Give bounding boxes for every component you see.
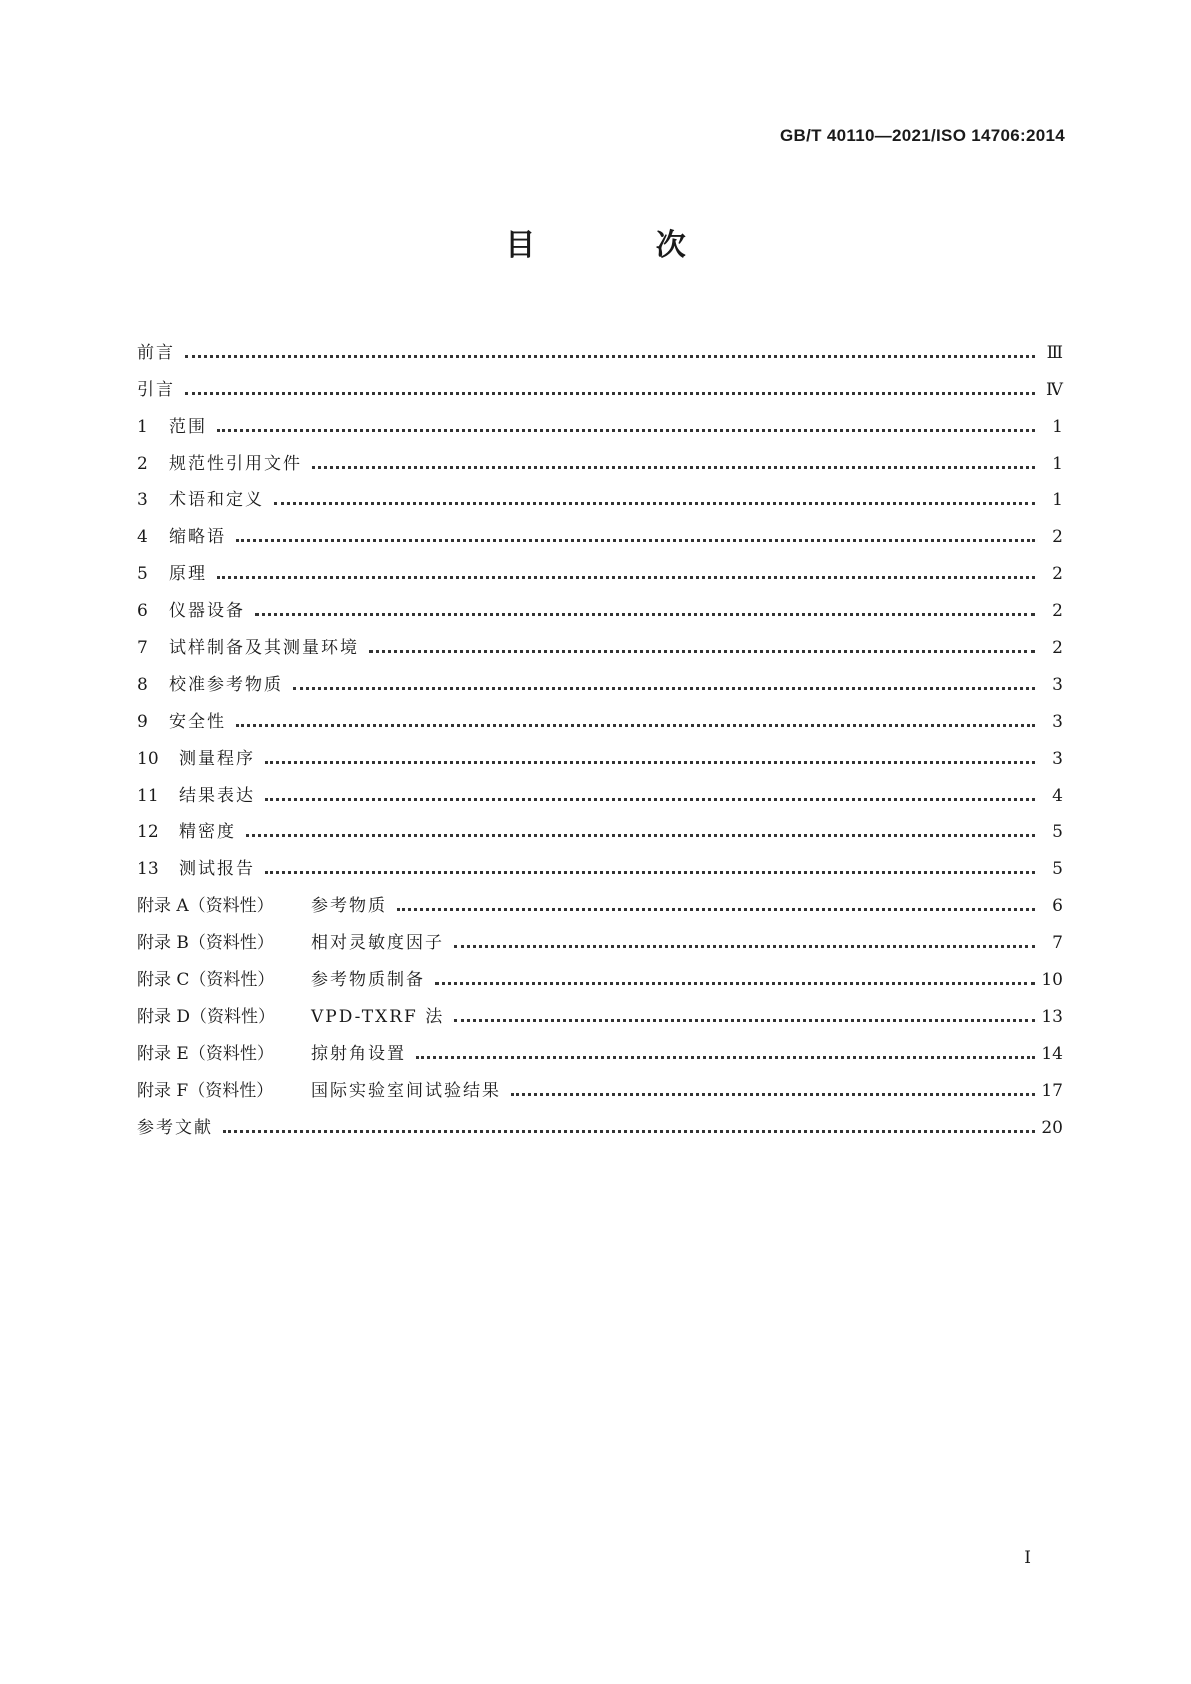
toc-entry-page: 13 [1041,1006,1063,1027]
toc-entry-title: 参考文献 [137,1117,213,1138]
toc-entry-page: 20 [1041,1117,1063,1138]
toc-entry-page: 6 [1052,896,1063,917]
toc-entry-number: 10 [137,748,159,769]
toc-entry-number: 9 [137,711,148,732]
toc-entry-bibliography[interactable] [137,1101,1063,1138]
toc-entry-clause-8[interactable] [137,658,1063,695]
toc-entry-clause-13[interactable] [137,842,1063,879]
page-number: I [1024,1548,1031,1568]
dot-leader [416,1044,1035,1059]
toc-entry-clause-7[interactable] [137,621,1063,658]
dot-leader [185,343,1035,358]
toc-entry-number: 13 [137,859,159,880]
toc-entry-page: 1 [1052,453,1063,474]
toc-entry-page: 2 [1052,601,1063,622]
toc-entry-annex-a[interactable] [137,879,1063,916]
toc-entry-title: 掠射角设置 [311,1043,406,1064]
toc-entry-title: VPD-TXRF 法 [311,1006,445,1027]
dot-leader [312,454,1035,469]
dot-leader [511,1081,1035,1096]
toc-entry-page: 2 [1052,527,1063,548]
toc-entry-title: 试样制备及其测量环境 [169,638,359,659]
toc-entry-page: 3 [1052,711,1063,732]
toc-entry-number: 3 [137,490,148,511]
dot-leader [435,970,1035,985]
dot-leader [236,527,1035,542]
toc-entry-clause-5[interactable] [137,547,1063,584]
toc-entry-title: 测量程序 [179,748,255,769]
dot-leader [265,749,1035,764]
toc-entry-annex-d[interactable] [137,990,1063,1027]
toc-entry-title: 引言 [137,379,175,400]
dot-leader [454,1007,1035,1022]
dot-leader [293,675,1035,690]
toc-entry-introduction[interactable] [137,363,1063,400]
dot-leader [217,417,1035,432]
toc-annex-prefix: 附录 B（资料性） [137,933,274,954]
toc-entry-page: 4 [1052,785,1063,806]
dot-leader [265,859,1035,874]
toc-entry-title: 缩略语 [169,527,226,548]
toc-entry-title: 原理 [169,564,207,585]
toc-entry-number: 2 [137,453,148,474]
toc-entry-number: 1 [137,416,148,437]
dot-leader [274,490,1035,505]
toc-entry-clause-10[interactable] [137,732,1063,769]
toc-annex-prefix: 附录 F（资料性） [137,1080,274,1101]
toc-entry-number: 11 [137,785,159,806]
dot-leader [236,712,1035,727]
toc-entry-number: 7 [137,638,148,659]
dot-leader [217,564,1035,579]
toc-entry-title: 前言 [137,342,175,363]
toc-heading: 目 次 [505,228,741,263]
toc-entry-clause-9[interactable] [137,695,1063,732]
toc-entry-title: 测试报告 [179,859,255,880]
dot-leader [454,933,1035,948]
toc-entry-page: 5 [1052,859,1063,880]
toc-entry-title: 规范性引用文件 [169,453,302,474]
toc-entry-foreword[interactable] [137,326,1063,363]
toc-entry-number: 12 [137,822,159,843]
toc-entry-annex-c[interactable] [137,953,1063,990]
standard-code: GB/T 40110—2021/ISO 14706:2014 [780,126,1065,145]
toc-entry-title: 范围 [169,416,207,437]
toc-entry-annex-e[interactable] [137,1027,1063,1064]
toc-entry-number: 4 [137,527,148,548]
toc-entry-title: 结果表达 [179,785,255,806]
toc-entry-title: 参考物质制备 [311,970,425,991]
dot-leader [185,380,1035,395]
toc-entry-title: 仪器设备 [169,601,245,622]
toc-entry-page: 7 [1052,933,1063,954]
toc-entry-clause-4[interactable] [137,510,1063,547]
toc-annex-prefix: 附录 D（资料性） [137,1006,276,1027]
toc-entry-annex-f[interactable] [137,1064,1063,1101]
toc-entry-title: 术语和定义 [169,490,264,511]
toc-entry-page: 3 [1052,674,1063,695]
toc-entry-page: 17 [1041,1080,1063,1101]
dot-leader [265,786,1035,801]
toc-entry-title: 校准参考物质 [169,674,283,695]
toc-annex-prefix: 附录 C（资料性） [137,970,275,991]
toc-entry-page: 2 [1052,638,1063,659]
toc-entry-page: 5 [1052,822,1063,843]
toc-entry-page: 1 [1052,416,1063,437]
toc-entry-clause-1[interactable] [137,400,1063,437]
toc-entry-page: 2 [1052,564,1063,585]
dot-leader [397,896,1035,911]
dot-leader [369,638,1035,653]
toc-entry-clause-12[interactable] [137,806,1063,843]
toc-entry-number: 8 [137,674,148,695]
toc-entry-clause-6[interactable] [137,584,1063,621]
toc-entry-number: 5 [137,564,148,585]
toc-entry-title: 相对灵敏度因子 [311,933,444,954]
toc-entry-clause-2[interactable] [137,437,1063,474]
toc-entry-page: Ⅳ [1046,379,1063,400]
toc-entry-annex-b[interactable] [137,916,1063,953]
dot-leader [223,1118,1035,1133]
toc-entry-clause-11[interactable] [137,769,1063,806]
toc-annex-prefix: 附录 A（资料性） [137,896,274,917]
dot-leader [255,601,1035,616]
toc-annex-prefix: 附录 E（资料性） [137,1043,274,1064]
toc-entry-title: 参考物质 [311,896,387,917]
toc-entry-title: 精密度 [179,822,236,843]
toc-entry-title: 安全性 [169,711,226,732]
dot-leader [246,822,1035,837]
toc-entry-page: 3 [1052,748,1063,769]
toc-entry-number: 6 [137,601,148,622]
toc-entry-title: 国际实验室间试验结果 [311,1080,501,1101]
toc-entry-page: 1 [1052,490,1063,511]
toc-entry-page: Ⅲ [1046,342,1063,363]
table-of-contents [137,326,1063,1138]
toc-entry-page: 10 [1041,970,1063,991]
toc-entry-clause-3[interactable] [137,474,1063,511]
toc-entry-page: 14 [1041,1043,1063,1064]
